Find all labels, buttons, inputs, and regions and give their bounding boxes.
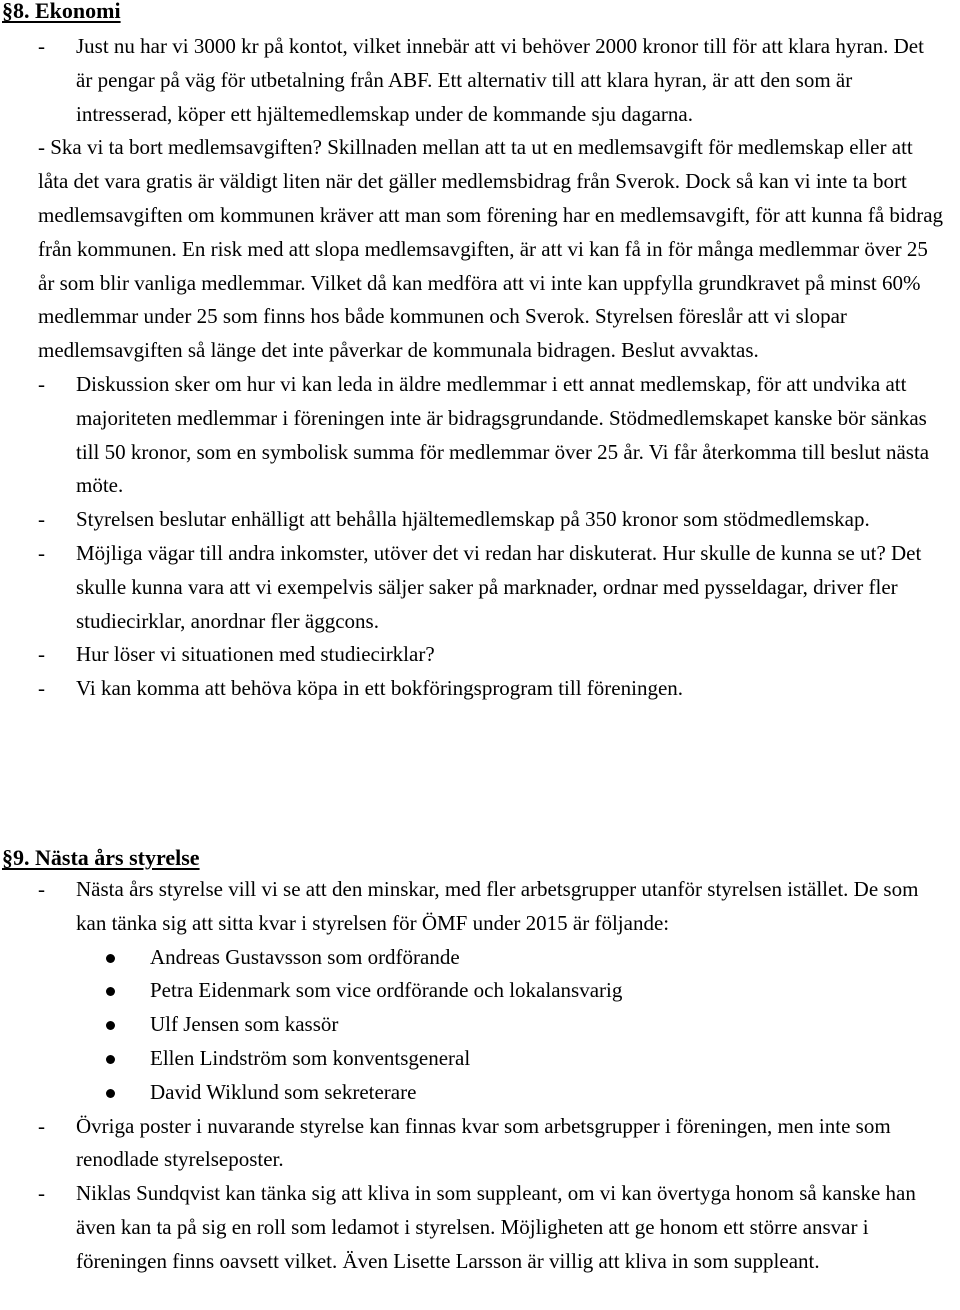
list-item [0,1177,945,1278]
board-member-text: Ellen Lindström som konventsgeneral [150,1045,471,1070]
bullet-dot-icon [106,1089,115,1098]
bullet-dot-icon [106,1021,115,1030]
list-item [0,537,945,638]
list-item [0,368,945,503]
list-item [0,638,945,672]
bullet-dot-icon [106,987,115,996]
list-item-text: Nästa års styrelse vill vi se att den minskar, med fler arbetsgrupper utanför styrelsen istället. De som kan tänka sig att sitta kvar i styrelsen för ÖMF under 2015 är följande: [76,877,919,935]
sub-item-text: - Ska vi ta bort medlemsavgiften? Skillnaden mellan att ta ut en medlemsavgift för medlemskap eller att låta det vara gratis är väldigt liten när det gäller medlemsbidrag från Sverok. Dock så kan vi inte ta bort medlemsavgiften om kommunen kräver att man som förening har en medlemsavgift, för att kunna få bidrag från kommunen. En risk med att slopa medlemsavgiften, är att vi kan få in för många medlemmar över 25 år som blir vanliga medlemmar. Vilket då kan medföra att vi inte kan uppfylla grundkravet på minst 60% medlemmar under 25 som finns hos både kommunen och Sverok. Styrelsen föreslår att vi slopar medlemsavgiften så länge det inte påverkar de kommunala bidragen. Beslut avvaktas. [38,135,944,363]
dash-marker: - [38,1181,45,1206]
list-item-text: Just nu har vi 3000 kr på kontot, vilket innebär att vi behöver 2000 kronor till för att klara hyran. Det är pengar på väg för utbetalning från ABF. Ett alternativ till att klara hyran, är att den som är intresserad, köper ett hjältemedlemskap under de kommande sju dagarna. [76,34,924,126]
list-item-text: Hur löser vi situationen med studiecirklar? [76,642,435,667]
board-member-item [76,941,945,975]
dash-marker: - [38,540,45,565]
board-member-item [76,1042,945,1076]
list-item [0,873,945,1110]
list-item [0,30,945,368]
dash-marker: - [38,1113,45,1138]
board-member-text: Ulf Jensen som kassör [150,1012,339,1037]
list-item [0,1110,945,1178]
list-item-text: Övriga poster i nuvarande styrelse kan finnas kvar som arbetsgrupper i föreningen, men inte som renodlade styrelseposter. [76,1113,891,1172]
bullet-dot-icon [106,1055,115,1064]
board-member-text: Andreas Gustavsson som ordförande [150,944,460,969]
board-member-item [76,1076,945,1110]
list-item-text: Möjliga vägar till andra inkomster, utöver det vi redan har diskuterat. Hur skulle de kunna se ut? Det skulle kunna vara att vi exempelvis säljer saker på marknader, ordnar med pysseldagar, driver fler studiecirklar, anordnar fler äggcons. [76,540,922,633]
list-item-text: Diskussion sker om hur vi kan leda in äldre medlemmar i ett annat medlemskap, för att undvika att majoriteten medlemmar i föreningen inte är bidragsgrundande. Stödmedlemskapet kanske bör sänkas till 50 kronor, som en symbolisk summa för medlemmar över 25 år. Vi får återkomma till beslut nästa möte. [76,371,930,498]
board-members-list [76,941,945,1110]
dash-marker: - [38,371,45,396]
list-item-text: Niklas Sundqvist kan tänka sig att kliva in som suppleant, om vi kan övertyga honom så kanske han även kan ta på sig en roll som ledamot i styrelsen. Möjligheten att ge honom ett större ansvar i föreningen finns oavsett vilket. Även Lisette Larsson är villig att kliva in som suppleant. [76,1181,916,1273]
board-member-item [76,1008,945,1042]
list-item-text: Styrelsen beslutar enhälligt att behålla hjältemedlemskap på 350 kronor som stödmedlemskap. [76,507,870,532]
section-9-list [0,873,945,1279]
dash-marker: - [38,34,45,58]
list-item-text: Vi kan komma att behöva köpa in ett bokföringsprogram till föreningen. [76,676,684,701]
section-8-heading: §8. Ekonomi [2,0,121,23]
section-9-heading: §9. Nästa års styrelse [2,845,200,870]
bullet-dot-icon [106,954,115,963]
dash-marker: - [38,676,45,701]
dash-marker: - [38,877,45,901]
board-member-text: Petra Eidenmark som vice ordförande och lokalansvarig [150,978,623,1003]
dash-marker: - [38,642,45,667]
list-item [0,503,945,537]
board-member-item [76,974,945,1008]
section-8-list [0,30,945,706]
list-item [0,672,945,706]
board-member-text: David Wiklund som sekreterare [150,1079,417,1104]
dash-marker: - [38,507,45,532]
